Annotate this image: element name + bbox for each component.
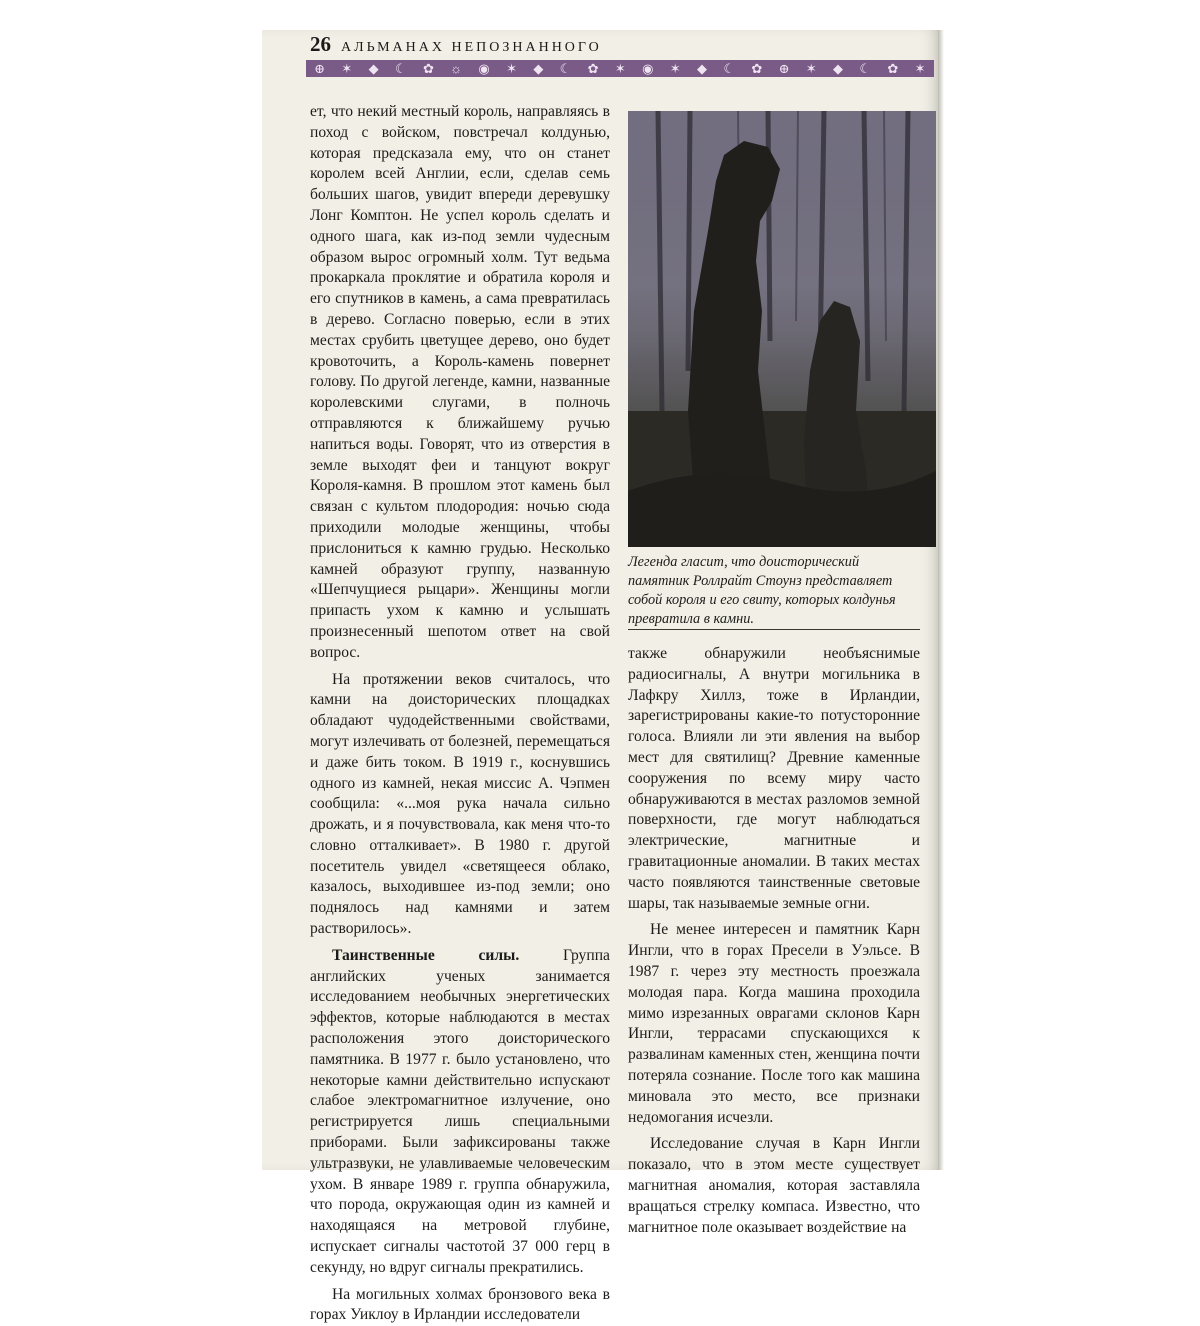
ornament-glyph-icon: ⊕ [778,61,790,76]
ornament-glyph-icon: ☾ [394,61,407,76]
ornament-glyph-icon: ☾ [559,61,572,76]
paragraph: Исследование случая в Карн Ингли показало, что в этом месте существует магнитная аномалия, которая заставляла вращаться стрелку компаса. Известно, что магнитное поле оказывает воздействие на [628,1135,920,1236]
page-number: 26 [310,32,331,56]
ornament-glyph-icon: ✶ [805,61,817,76]
section-text: Группа английских ученых занимается исследованием необычных энергетических эффектов, которые наблюдаются в местах расположения этого доисторического памятника. В 1977 г. было установлено, что некоторые камни действительно испускают слабое электромагнитное излучение, оно регистрируется лишь специальными приборами. Были зафиксированы также ультразвуки, не улавливаемые человеческим ухом. В январе 1989 г. группа обнаружила, что порода, окружающая один из камней и находящаяся на метровой глубине, испускает сигналы частотой 37 000 герц в секунду, но вдруг сигналы прекратились. [310,946,610,1276]
section-paragraph [310,946,610,1279]
section-heading: Таинственные силы. [332,946,520,964]
right-column [628,644,920,1238]
ornament-glyph-icon: ◉ [642,61,654,76]
ornament-glyph-icon: ⊕ [314,61,326,76]
ornament-glyph-icon: ◆ [368,61,379,76]
ornament-glyph-icon: ◆ [697,61,708,76]
ornament-glyph-icon: ✿ [887,61,899,76]
ornament-glyph-icon: ✶ [614,61,626,76]
running-title: АЛЬМАНАХ НЕПОЗНАННОГО [341,40,602,55]
running-header [310,32,602,58]
photo-caption: Легенда гласит, что доисторический памятник Роллрайт Стоунз представляет собой короля и его свиту, которых колдунья превратила в камни. [628,554,896,627]
paragraph: также обнаружили необъяснимые радиосигналы, А внутри могильника в Лафкру Хиллз, тоже в Ирландии, зарегистрированы какие-то потусторонние голоса. Влияли ли эти явления на выбор мест для святилищ? Древние каменные сооружения по всему миру часто обнаруживаются в местах разломов земной поверхности, где могут наблюдаться электрические, магнитные и гравитационные аномалии. В таких местах часто появляются таинственные световые шары, так называемые земные огни. [628,645,920,912]
ornament-glyph-icon: ✿ [587,61,599,76]
ornament-glyph-icon: ✶ [669,61,681,76]
photo-illustration [628,111,936,547]
paragraph: На могильных холмах бронзового века в горах Уиклоу в Ирландии исследователи [310,1285,610,1324]
ornament-glyph-icon: ◆ [533,61,544,76]
ornament-glyph-icon: ✿ [422,61,434,76]
ornament-glyph-icon: ☼ [450,61,463,76]
paragraph: ет, что некий местный король, направляясь в поход с войском, повстречал колдунью, которая предсказала ему, что он станет королем всей Англии, если, сделав семь больших шагов, увидит впереди деревушку Лонг Комптон. Не успел король сделать и одного шага, как из-под земли чудесным образом вырос огромный холм. Тут ведьма прокаркала проклятие и обратила короля и его спутников в камень, а сама превратилась в дерево. Согласно поверью, если в этих местах срубить цветущее дерево, оно будет кровоточить, а Король-камень повернет голову. По другой легенде, камни, названные королевскими слугами, в полночь отправляются к ближайшему ручью напиться воды. Говорят, что из отверстия в земле выходят феи и танцуют вокруг Короля-камня. В прошлом этот камень был связан с культом плодородия: ночью сюда приходили молодые женщины, чтобы прислониться к камню грудью. Несколько камней образуют группу, названную «Шепчущиеся рыцари». Женщины могли припасть ухом к камню и услышать произнесенный шепотом ответ на свой вопрос. [310,103,610,661]
paragraph: Не менее интересен и памятник Карн Ингли, что в горах Пресели в Уэльсе. В 1987 г. через эту местность проезжала молодая пара. Когда машина проходила мимо изрезанных оврагами склонов Карн Ингли, террасами спускающихся к развалинам каменных стен, женщина почти потеряла сознание. После того как машина миновала это место, все признаки недомогания исчезли. [628,921,920,1126]
caption-rule [628,629,920,630]
ornament-glyph-icon: ☾ [859,61,872,76]
ornament-glyph-icon: ✶ [506,61,517,76]
ornament-glyph-icon: ✶ [341,61,353,76]
standing-stone-photo [628,111,936,547]
ornament-glyph-icon: ✿ [751,61,763,76]
page-gutter [938,30,944,1170]
ornament-band [306,60,934,77]
ornament-glyph-icon: ◆ [833,61,844,76]
ornament-glyph-icon: ◉ [478,61,490,76]
ornament-glyph-icon: ✶ [914,61,926,76]
paragraph: На протяжении веков считалось, что камни на доисторических площадках обладают чудодейственными свойствами, могут излечивать от болезней, перемещаться и даже бить током. В 1919 г., коснувшись одного из камней, некая миссис А. Чэпмен сообщила: «...моя рука начала сильно дрожать, и я почувствовала, как меня что-то словно отталкивает». В 1980 г. другой посетитель увидел «светящееся облако, казалось, выходившее из-под земли; оно поднялось над камнями и затем растворилось». [310,670,610,938]
ornament-glyph-icon: ☾ [723,61,735,76]
left-column [310,102,610,1326]
